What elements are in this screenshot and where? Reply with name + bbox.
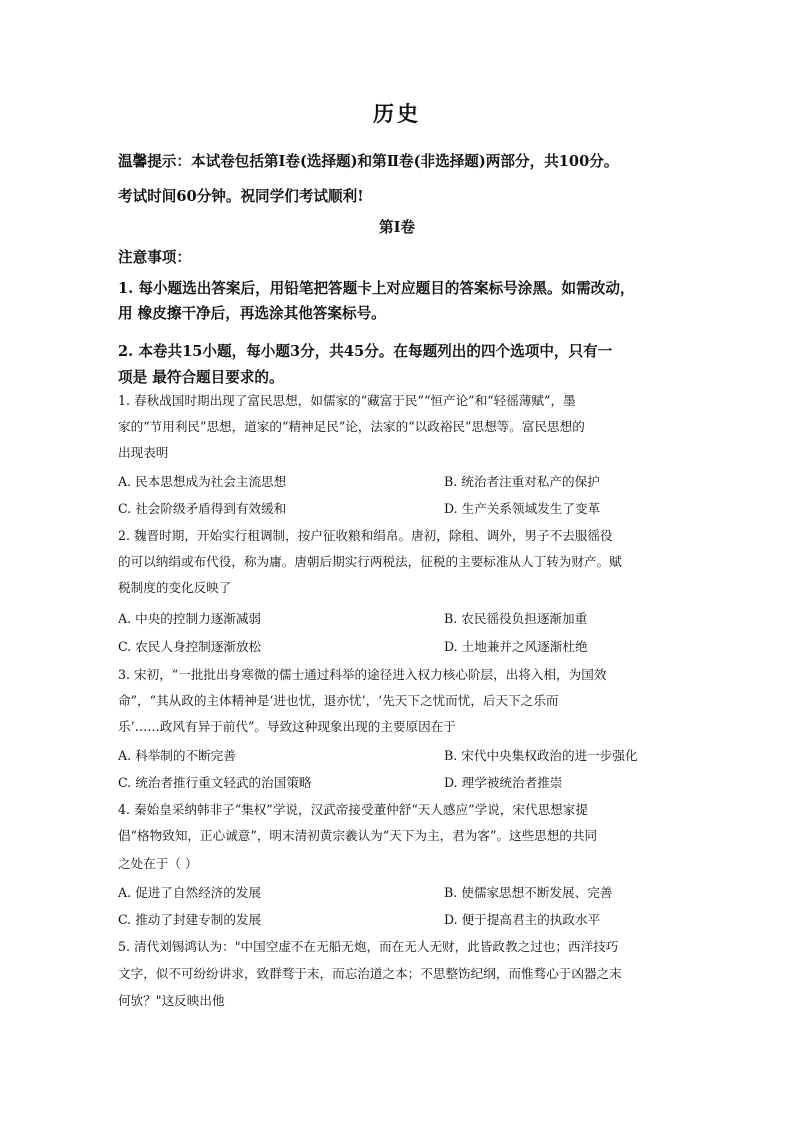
question-4-option-c[interactable]: C. 推动了封建专制的发展	[118, 912, 262, 927]
question-3-line-3: 乐’……政风有异于前代”。导致这种现象出现的主要原因在于	[118, 719, 456, 734]
question-4-line-1: 4. 秦始皇采纳韩非子“集权”学说，汉武帝接受董仲舒“天人感应”学说，宋代思想家提	[118, 802, 588, 817]
question-1-option-d[interactable]: D. 生产关系领域发生了变革	[444, 501, 601, 516]
question-2-option-d[interactable]: D. 土地兼并之风逐渐杜绝	[444, 639, 588, 654]
notes-header: 注意事项：	[118, 249, 191, 266]
question-2-line-1: 2. 魏晋时期，开始实行租调制，按户征收粮和绢帛。唐初，除租、调外，男子不去服徭役	[118, 528, 613, 543]
question-3-option-b[interactable]: B. 宋代中央集权政治的进一步强化	[444, 748, 638, 763]
question-4-line-3: 之处在于（ ）	[118, 856, 198, 871]
section-title: 第Ⅰ卷	[378, 219, 415, 236]
note-1-line-2: 用 橡皮擦干净后，再选涂其他答案标号。	[118, 305, 386, 322]
question-1-option-a[interactable]: A. 民本思想成为社会主流思想	[118, 474, 287, 489]
question-5-line-2: 文字，似不可纷纷讲求，致群骛于末，而忘治道之本；不思整饬纪纲，而惟骛心于凶器之末	[118, 966, 622, 981]
question-4-option-d[interactable]: D. 便于提高君主的执政水平	[444, 912, 601, 927]
page-title: 历史	[373, 101, 421, 126]
question-3-option-d[interactable]: D. 理学被统治者推崇	[444, 775, 563, 790]
note-2-line-1: 2. 本卷共15小题，每小题3分，共45分。在每题列出的四个选项中，只有一	[118, 343, 613, 360]
question-2-line-2: 的可以纳绢或布代役，称为庸。唐朝后期实行两税法，征税的主要标准从人丁转为财产。赋	[118, 554, 622, 569]
note-1-line-1: 1. 每小题选出答案后，用铅笔把答题卡上对应题目的答案标号涂黑。如需改动，	[118, 280, 635, 297]
note-2-line-2: 项是 最符合题目要求的。	[118, 369, 284, 386]
question-3-line-1: 3. 宋初，“一批批出身寒微的儒士通过科举的途径进入权力核心阶层，出将入相，为国效	[118, 667, 607, 682]
question-5-line-1: 5. 清代刘锡鸿认为："中国空虚不在无船无炮，而在无人无财，此皆政教之过也；西洋技巧	[118, 939, 619, 954]
question-1-option-b[interactable]: B. 统治者注重对私产的保护	[444, 474, 600, 489]
question-1-line-2: 家的“节用利民”思想，道家的“精神足民”论，法家的“以政裕民”思想等。富民思想的	[118, 419, 585, 434]
question-1-line-1: 1. 春秋战国时期出现了富民思想，如儒家的“藏富于民”“恒产论”和“轻徭薄赋”，墨	[118, 393, 576, 408]
tip-line-2: 考试时间60分钟。祝同学们考试顺利!	[118, 188, 364, 205]
question-3-option-a[interactable]: A. 科举制的不断完善	[118, 748, 236, 763]
question-4-option-a[interactable]: A. 促进了自然经济的发展	[118, 885, 262, 900]
question-2-line-3: 税制度的变化反映了	[118, 580, 232, 595]
question-5-line-3: 何欤？"这反映出他	[118, 993, 225, 1008]
question-4-option-b[interactable]: B. 使儒家思想不断发展、完善	[444, 885, 613, 900]
tip-line-1: 温馨提示：本试卷包括第Ⅰ卷(选择题)和第Ⅱ卷(非选择题)两部分，共100分。	[118, 153, 619, 170]
question-2-option-a[interactable]: A. 中央的控制力逐渐减弱	[118, 611, 262, 626]
question-1-line-3: 出现表明	[118, 445, 169, 460]
question-3-option-c[interactable]: C. 统治者推行重文轻武的治国策略	[118, 775, 312, 790]
question-3-line-2: 命”，“其从政的主体精神是‘进也忧，退亦忧’，‘先天下之忧而忧，后天下之乐而	[118, 693, 559, 708]
question-4-line-2: 倡“格物致知，正心诚意”，明末清初黄宗羲认为“天下为主，君为客”。这些思想的共同	[118, 828, 598, 843]
question-1-option-c[interactable]: C. 社会阶级矛盾得到有效缓和	[118, 501, 287, 516]
question-2-option-b[interactable]: B. 农民徭役负担逐渐加重	[444, 611, 588, 626]
question-2-option-c[interactable]: C. 农民人身控制逐渐放松	[118, 639, 262, 654]
